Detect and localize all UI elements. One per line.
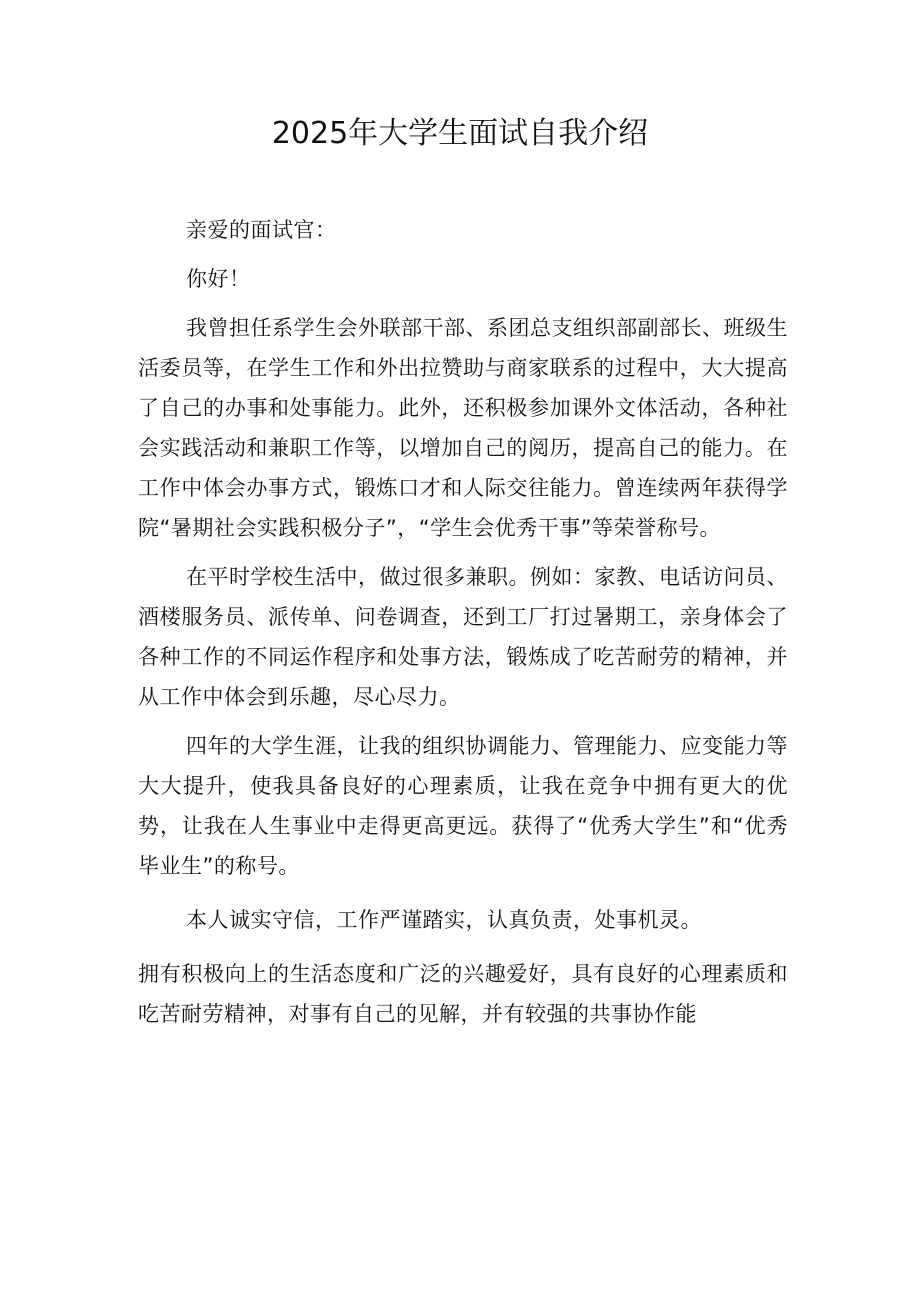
paragraph-part-time-jobs: 在平时学校生活中，做过很多兼职。例如：家教、电话访问员、酒楼服务员、派传单、问卷调查，还到工厂打过暑期工，亲身体会了各种工作的不同运作程序和处事方法，锻炼成了吃苦耐劳的精神，并从工作中体会到乐趣，尽心尽力。 — [138, 565, 788, 709]
salutation: 亲爱的面试官： — [186, 218, 337, 242]
document-title: 2025年大学生面试自我介绍 — [271, 116, 649, 151]
greeting: 你好！ — [186, 267, 251, 291]
document-body — [138, 210, 788, 1034]
paragraph-closing: 拥有积极向上的生活态度和广泛的兴趣爱好，具有良好的心理素质和吃苦耐劳精神，对事有自己的见解，并有较强的共事协作能 — [138, 962, 788, 1026]
paragraph-character: 本人诚实守信，工作严谨踏实，认真负责，处事机灵。 — [186, 908, 702, 932]
paragraph-university-career: 四年的大学生涯，让我的组织协调能力、管理能力、应变能力等大大提升，使我具备良好的心理素质，让我在竞争中拥有更大的优势，让我在人生事业中走得更高更远。获得了“优秀大学生”和“优秀毕业生”的称号。 — [138, 734, 788, 878]
paragraph-experience: 我曾担任系学生会外联部干部、系团总支组织部副部长、班级生活委员等，在学生工作和外出拉赞助与商家联系的过程中，大大提高了自己的办事和处事能力。此外，还积极参加课外文体活动，各种社会实践活动和兼职工作等，以增加自己的阅历，提高自己的能力。在工作中体会办事方式，锻炼口才和人际交往能力。曾连续两年获得学院“暑期社会实践积极分子”，“学生会优秀干事”等荣誉称号。 — [138, 316, 788, 540]
